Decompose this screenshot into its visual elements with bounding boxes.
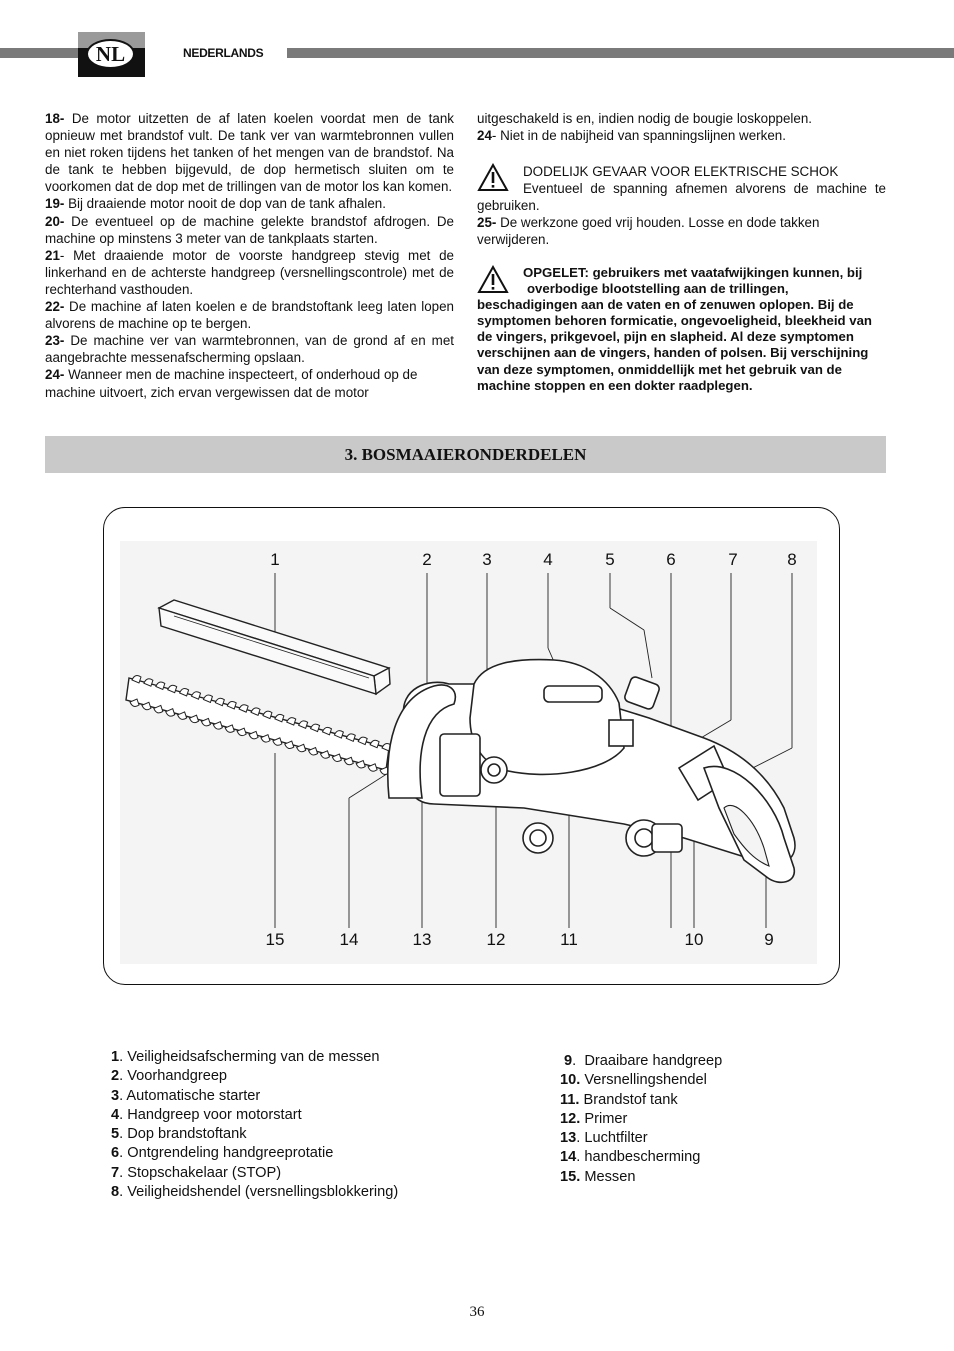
warning-electric-title: DODELIJK GEVAAR VOOR ELEKTRISCHE SCHOK — [523, 164, 839, 179]
header-rule-left — [0, 48, 78, 58]
safety-item-21: 21- Met draaiende motor de voorste handgreep stevig met de linkerhand en de achterste handgreep (versnellingscontrole) met de rechterhand vasthouden. — [45, 247, 454, 297]
safety-item-24-cont: uitgeschakeld is en, indien nodig de bougie loskoppelen. — [477, 111, 813, 126]
warning-vibration-lead: OPGELET: gebruikers met vaatafwijkingen kunnen, bij — [523, 265, 863, 280]
callout-1: 1 — [270, 550, 280, 569]
warning-vibration-line2: overbodige blootstelling aan de trillingen, — [527, 281, 789, 297]
callout-8: 8 — [787, 550, 797, 569]
callout-6: 6 — [666, 550, 676, 569]
safety-item-22: 22- De machine af laten koelen e de brandstoftank leeg laten lopen alvorens de machine op te bergen. — [45, 299, 454, 332]
callout-4: 4 — [543, 550, 553, 569]
section-header — [45, 436, 886, 473]
safety-item-19: 19- Bij draaiende motor nooit de dop van de tank afhalen. — [45, 196, 386, 212]
safety-item-20: 20- De eventueel op de machine gelekte brandstof afdrogen. De machine op minstens 3 meter van de tankplaats starten. — [45, 213, 454, 246]
legend-item: 7. Stopschakelaar (STOP) — [111, 1164, 282, 1181]
callout-15: 15 — [265, 930, 285, 949]
legend-item: 11. Brandstof tank — [560, 1091, 678, 1108]
callout-12: 12 — [486, 930, 506, 949]
callout-2: 2 — [422, 550, 432, 569]
legend-item: 13. Luchtfilter — [560, 1130, 648, 1147]
safety-item-25: 25- De werkzone goed vrij houden. Losse en dode takken verwijderen. — [477, 215, 820, 248]
page-number: 36 — [469, 1304, 485, 1320]
warning-electric-shock — [477, 163, 886, 248]
warning-vibration — [477, 265, 886, 394]
right-column-top — [477, 110, 886, 144]
legend-item: 1. Veiligheidsafscherming van de messen — [111, 1049, 380, 1065]
callout-5: 5 — [605, 550, 615, 569]
safety-item-23: 23- De machine ver van warmtebronnen, van de grond af en met aangebrachte messenafscherming opslaan. — [45, 333, 454, 366]
legend-item: 8. Veiligheidshendel (versnellingsblokkering) — [111, 1184, 399, 1201]
legend-item: 9. Draaibare handgreep — [560, 1053, 723, 1069]
language-label: NEDERLANDS — [183, 46, 264, 60]
header-rule-right — [287, 48, 954, 58]
callout-14: 14 — [339, 930, 359, 949]
callout-3: 3 — [482, 550, 492, 569]
safety-item-18: 18- De motor uitzetten de af laten koelen voordat men de tank opnieuw met brandstof vult. De tank ver van warmtebronnen vullen en niet roken tijdens het tanken of het mengen van de brandstof. Na de tank te hebben bijgevuld, de dop hermetisch sluiten om te voorkomen dat de dop met de trillingen van de motor los kan komen. — [45, 111, 454, 195]
parts-legend-right — [560, 1052, 722, 1187]
safety-item-24b: 24- Niet in de nabijheid van spanningslijnen werken. — [477, 128, 786, 144]
legend-item: 12. Primer — [560, 1110, 628, 1127]
left-column — [45, 110, 454, 401]
language-badge-label: NL — [86, 39, 135, 69]
callout-10: 10 — [684, 930, 704, 949]
callout-7: 7 — [728, 550, 738, 569]
legend-item: 4. Handgreep voor motorstart — [111, 1106, 302, 1123]
section-title: 3. BOSMAAIERONDERDELEN — [344, 445, 587, 464]
parts-legend-left — [111, 1048, 398, 1202]
legend-item: 10. Versnellingshendel — [560, 1072, 707, 1089]
legend-item: 6. Ontgrendeling handgreeprotatie — [111, 1145, 334, 1162]
legend-item: 3. Automatische starter — [111, 1087, 261, 1104]
callout-11: 11 — [560, 930, 578, 949]
hedge-trimmer-illustration — [104, 508, 841, 986]
warning-electric-text: Eventueel de spanning afnemen alvorens de machine te gebruiken. — [477, 181, 886, 214]
parts-diagram — [103, 507, 840, 985]
legend-item: 5. Dop brandstoftank — [111, 1126, 247, 1143]
language-badge — [78, 32, 145, 77]
callout-9: 9 — [764, 930, 774, 949]
callout-13: 13 — [412, 930, 432, 949]
safety-item-24: 24- Wanneer men de machine inspecteert, of onderhoud op de machine uitvoert, zich ervan vergewissen dat de motor — [45, 367, 418, 400]
warning-vibration-text: beschadigingen aan de vaten en of zenuwen oplopen. Bij de symptomen behoren formicatie, ongevoeligheid, bleekheid van de vingers, prikgevoel, pijn en slapheid. Al deze symptomen verschijnen aan de vingers, handen of polsen. Bij verschijning van deze symptomen, onmiddellijk met het gebruik van de machine stoppen en een dokter raadplegen. — [477, 297, 872, 393]
legend-item: 2. Voorhandgreep — [111, 1068, 228, 1085]
legend-item: 14. handbescherming — [560, 1149, 701, 1166]
legend-item: 15. Messen — [560, 1168, 636, 1185]
